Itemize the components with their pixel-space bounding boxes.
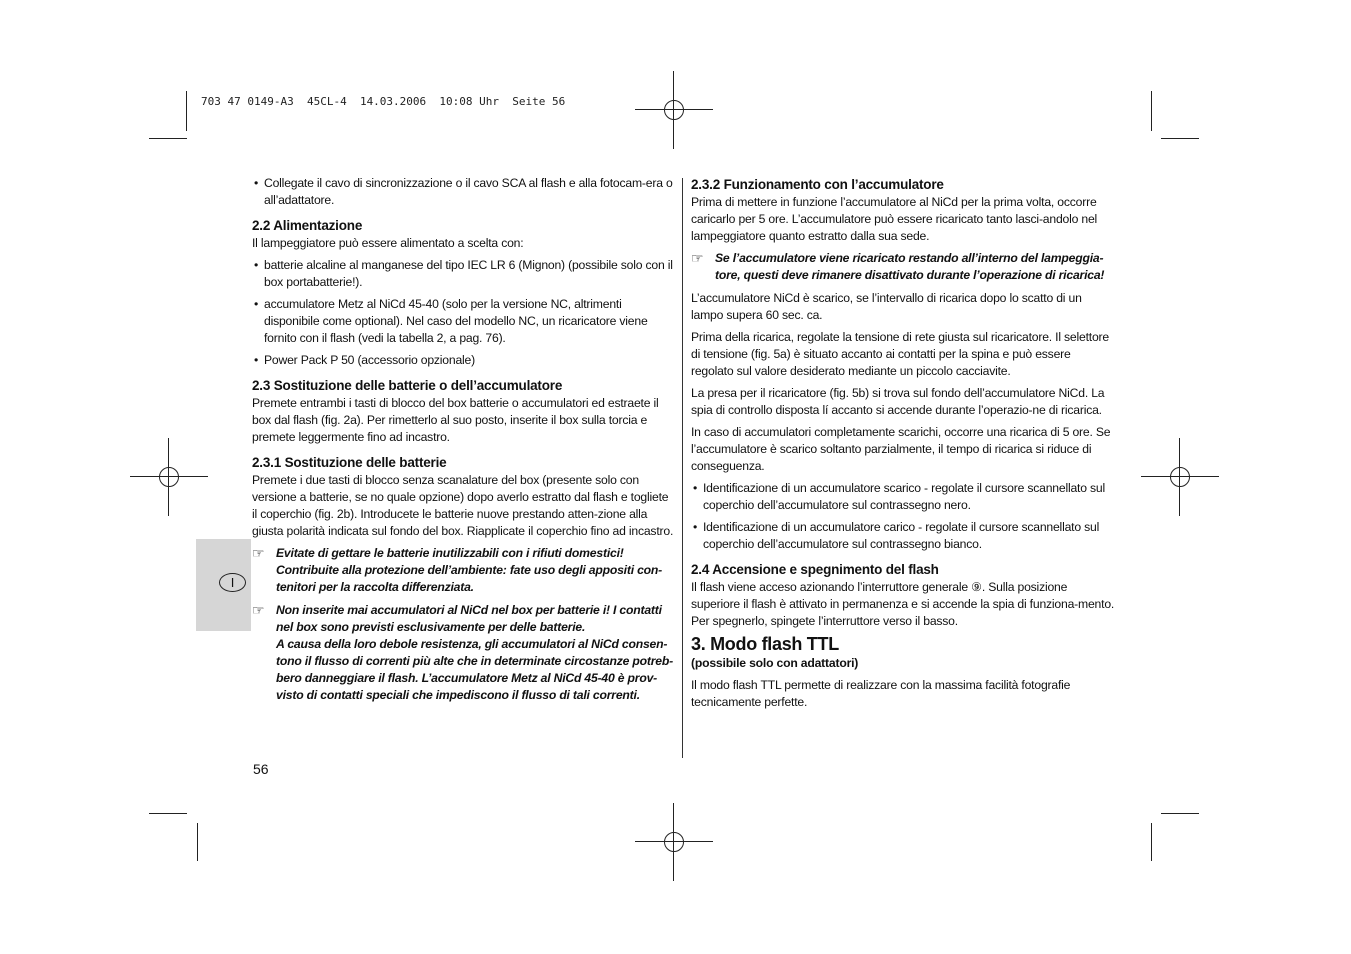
chapter-title: 3. Modo flash TTL — [691, 634, 839, 654]
warning-note: ☞ Evitate di gettare le batterie inutilizzabili con i rifiuti domestici! Contribuite alla protezione dell’ambiente: fate uso degli appositi con-tenitori per la raccolta differenziata. — [252, 545, 662, 594]
section-title: 2.3.2 Funzionamento con l’accumulatore — [691, 177, 944, 192]
crop-mark — [149, 138, 187, 139]
paragraph: Il modo flash TTL permette di realizzare con la massima facilità fotografie tecnicamente perfette. — [691, 678, 1071, 709]
language-badge: I — [219, 573, 246, 592]
paragraph: L’accumulatore NiCd è scarico, se l’intervallo di ricarica dopo lo scatto di un lampo supera 60 sec. ca. — [691, 291, 1082, 322]
crop-mark — [197, 823, 198, 861]
list-item: • Identificazione di un accumulatore scarico - regolate il cursore scannellato sul coperchio dell’accumulatore sul contrassegno nero. — [693, 481, 1105, 512]
paragraph: In caso di accumulatori completamente scarichi, occorre una ricarica di 5 ore. Se l’accumulatore è scarico soltanto parzialmente, il tempo di ricarica si riduce di conseguenza. — [691, 425, 1111, 473]
paragraph: Premete entrambi i tasti di blocco del box batterie o accumulatori ed estraete il box dal flash (fig. 2a). Per rimetterlo al suo posto, inserite il box sulla torcia e premete leggermente fino ad incastro. — [252, 396, 659, 444]
crop-mark — [186, 91, 187, 131]
pointing-hand-icon: ☞ — [252, 545, 265, 561]
section-title: 2.2 Alimentazione — [252, 218, 363, 233]
paragraph: Il flash viene acceso azionando l’interruttore generale ⑨. Sulla posizione superiore il flash è attivato in permanenza e si accende la spia di funziona-mento. Per spegnerlo, spingete l’interruttore verso il basso. — [691, 580, 1115, 628]
paragraph: Il lampeggiatore può essere alimentato a scelta con: — [252, 236, 524, 250]
registration-mark-top — [635, 71, 713, 149]
print-slug: 703 47 0149-A3 45CL-4 14.03.2006 10:08 Uhr Seite 56 — [201, 95, 566, 108]
list-item: • Collegate il cavo di sincronizzazione o il cavo SCA al flash e alla fotocam-era o all’adattatore. — [254, 176, 673, 207]
crop-mark — [1161, 813, 1199, 814]
list-item: • accumulatore Metz al NiCd 45-40 (solo per la versione NC, altrimenti disponibile come optional). Nel caso del modello NC, un ricaricatore viene fornito con il flash (vedi la tabella 2, a pag. 76). — [254, 297, 648, 345]
section-title: 2.3 Sostituzione delle batterie o dell’accumulatore — [252, 378, 563, 393]
crop-mark — [1161, 138, 1199, 139]
crop-mark — [149, 813, 187, 814]
right-column — [691, 176, 1115, 716]
registration-mark-right — [1141, 438, 1219, 516]
section-title: 2.4 Accensione e spegnimento del flash — [691, 562, 939, 577]
section-title: 2.3.1 Sostituzione delle batterie — [252, 455, 447, 470]
registration-mark-left — [130, 438, 208, 516]
pointing-hand-icon: ☞ — [691, 250, 704, 266]
page-number: 56 — [253, 761, 269, 777]
paragraph: La presa per il ricaricatore (fig. 5b) si trova sul fondo dell’accumulatore NiCd. La spia di controllo disposta lí accanto si accende durante l’operazio-ne di ricarica. — [691, 386, 1105, 417]
registration-mark-bottom — [635, 803, 713, 881]
list-item: • batterie alcaline al manganese del tipo IEC LR 6 (Mignon) (possibile solo con il box portabatterie!). — [254, 258, 673, 289]
paragraph: Premete i due tasti di blocco senza scanalature del box (presente solo con versione a batterie, se no quale opzione) dopo averlo estratto dal flash e togliete il coperchio (fig. 2b). Introducete le batterie nuove prestando atten-zione alla giusta polarità indicata sul fondo del box. Riapplicate il coperchio fino ad incastro. — [252, 473, 674, 538]
chapter-subtitle: (possibile solo con adattatori) — [691, 656, 859, 670]
paragraph: Prima di mettere in funzione l’accumulatore al NiCd per la prima volta, occorre caricarlo per 5 ore. L’accumulatore può essere ricaricato tanto lasci-andolo nel lampeggiatore quanto estratto dalla sua sede. — [691, 195, 1098, 243]
list-item: • Identificazione di un accumulatore carico - regolate il cursore scannellato sul coperchio dell’accumulatore sul contrassegno bianco. — [693, 520, 1100, 551]
column-divider — [682, 178, 683, 758]
crop-mark — [1151, 823, 1152, 861]
left-column — [252, 175, 676, 710]
paragraph: Prima della ricarica, regolate la tensione di rete giusta sul ricaricatore. Il selettore di tensione (fig. 5a) è situato accanto ai contatti per la spina e può essere regolato sul valore desiderato mediante un piccolo cacciavite. — [691, 330, 1109, 378]
warning-note: ☞ Se l’accumulatore viene ricaricato restando all’interno del lampeggia-tore, questi deve rimanere disattivato durante l’operazione di ricarica! — [691, 250, 1105, 282]
warning-note: ☞ Non inserite mai accumulatori al NiCd nel box per batterie i! I contatti nel box sono previsti esclusivamente per delle batterie. A causa della loro debole resistenza, gli accumulatori al NiCd consen-tono il flusso di correnti più alte che in determinate circostanze potreb-bero danneggiare il flash. L’accumulatore Metz al NiCd 45-40 è prov-visto di contatti speciali che impediscono il flusso di tali correnti. — [252, 602, 673, 702]
list-item: • Power Pack P 50 (accessorio opzionale) — [254, 353, 475, 367]
crop-mark — [1151, 91, 1152, 131]
pointing-hand-icon: ☞ — [252, 602, 265, 618]
